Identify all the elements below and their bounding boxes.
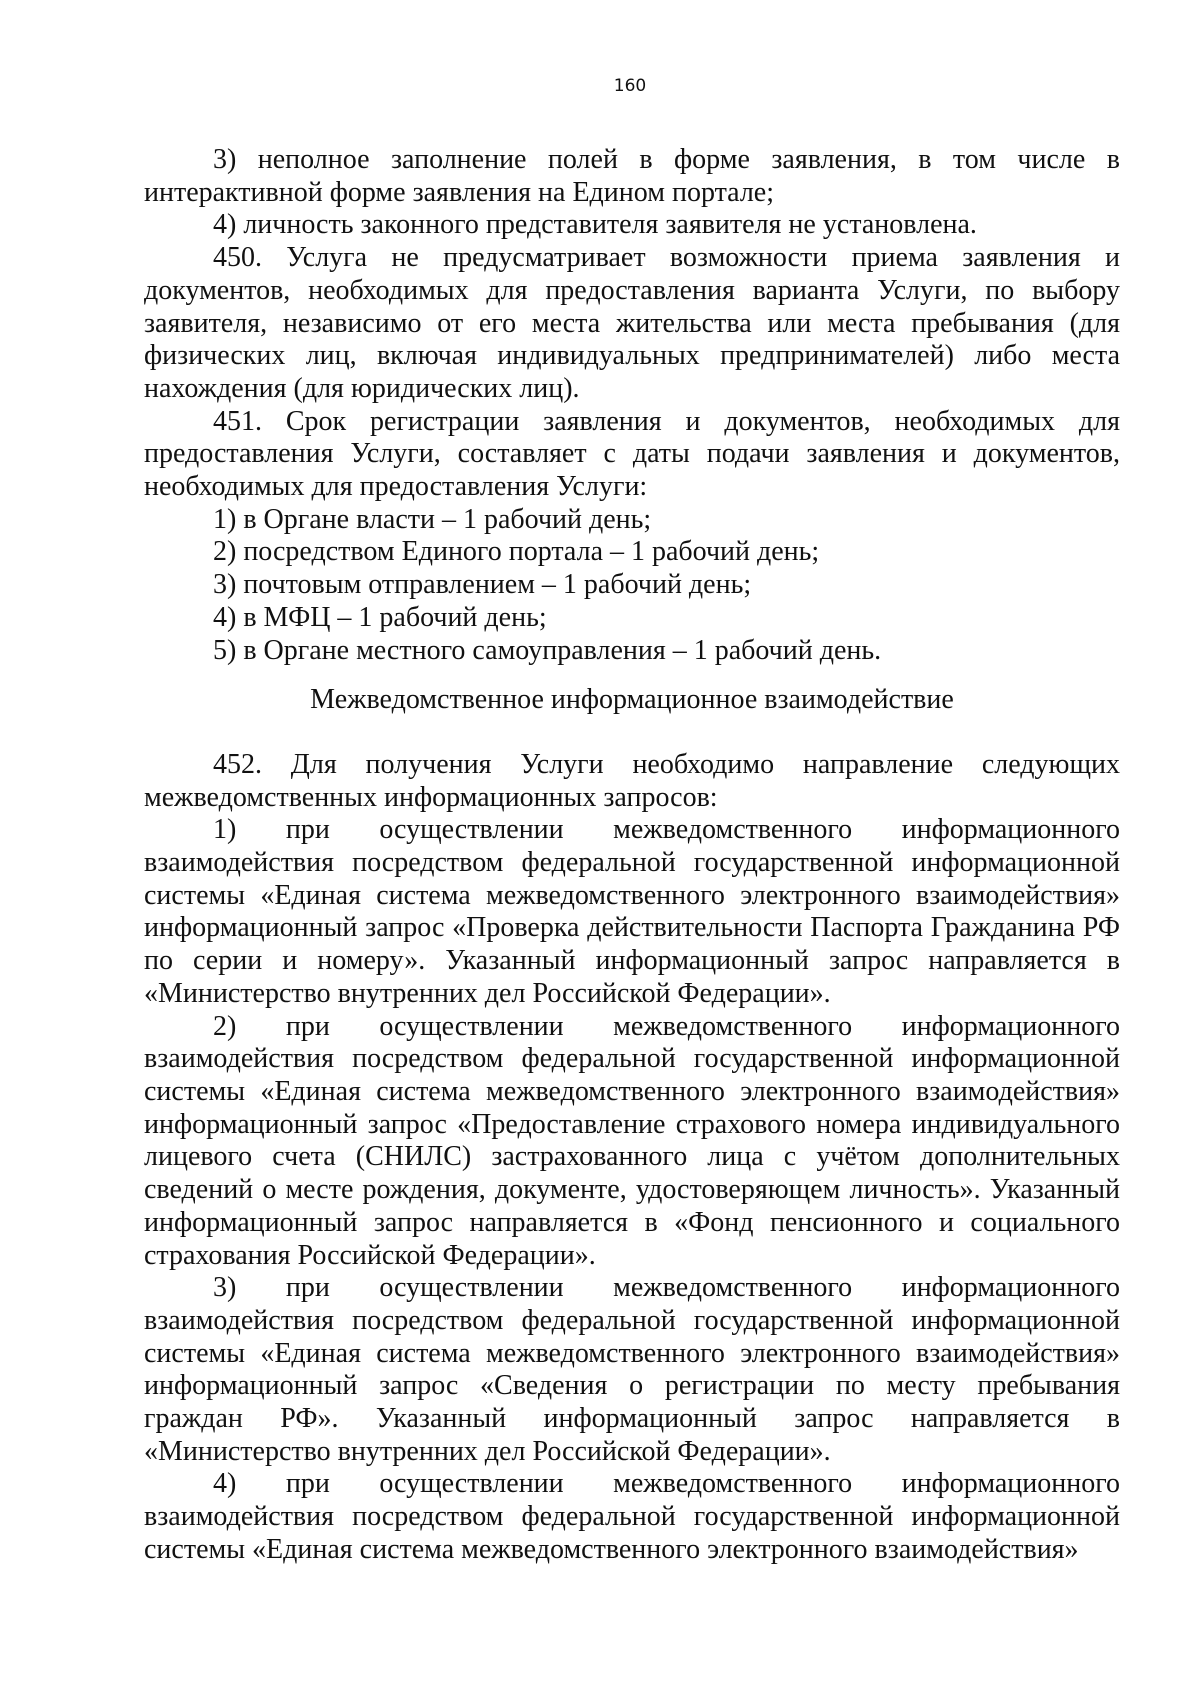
list-item-mfc: 4) в МФЦ – 1 рабочий день; [213, 601, 547, 633]
page-number: 160 [613, 76, 647, 96]
document-body [144, 144, 1120, 1567]
list-item-postal: 3) почтовым отправлением – 1 рабочий день; [213, 569, 752, 601]
list-item-representative-identity: 4) личность законного представителя заявителя не установлена. [213, 209, 977, 241]
request-item-snils: 2) при осуществлении межведомственного информационного взаимодействия посредством федеральной государственной информационной системы «Единая система межведомственного электронного взаимодействия» информационный запрос «Предоставление страхового номера индивидуального лицевого счета (СНИЛС) застрахованного лица с учётом дополнительных сведений о месте рождения, документе, удостоверяющем личность». Указанный информационный запрос направляется в «Фонд пенсионного и социального страхования Российской Федерации». [144, 1010, 1120, 1271]
list-item-incomplete-fields: 3) неполное заполнение полей в форме заявления, в том числе в интерактивной форме заявления на Едином портале; [144, 144, 1120, 208]
list-item-authority: 1) в Органе власти – 1 рабочий день; [213, 503, 652, 535]
request-item-passport: 1) при осуществлении межведомственного информационного взаимодействия посредством федеральной государственной информационной системы «Единая система межведомственного электронного взаимодействия» информационный запрос «Проверка действительности Паспорта Гражданина РФ по серии и номеру». Указанный информационный запрос направляется в «Министерство внутренних дел Российской Федерации». [144, 814, 1120, 1009]
section-heading: Межведомственное информационное взаимодействие [310, 684, 954, 716]
list-item-local-government: 5) в Органе местного самоуправления – 1 рабочий день. [213, 634, 882, 666]
list-item-unified-portal: 2) посредством Единого портала – 1 рабочий день; [213, 536, 820, 568]
request-item-fourth: 4) при осуществлении межведомственного информационного взаимодействия посредством федеральной государственной информационной системы «Единая система межведомственного электронного взаимодействия» [144, 1468, 1120, 1565]
clause-451: 451. Срок регистрации заявления и документов, необходимых для предоставления Услуги, составляет с даты подачи заявления и документов, необходимых для предоставления Услуги: [144, 405, 1120, 503]
request-item-registration: 3) при осуществлении межведомственного информационного взаимодействия посредством федеральной государственной информационной системы «Единая система межведомственного электронного взаимодействия» информационный запрос «Сведения о регистрации по месту пребывания граждан РФ». Указанный информационный запрос направляется в «Министерство внутренних дел Российской Федерации». [144, 1272, 1120, 1467]
clause-450: 450. Услуга не предусматривает возможности приема заявления и документов, необходимых для предоставления варианта Услуги, по выбору заявителя, независимо от его места жительства или места пребывания (для физических лиц, включая индивидуальных предпринимателей) либо места нахождения (для юридических лиц). [144, 242, 1120, 404]
clause-452: 452. Для получения Услуги необходимо направление следующих межведомственных информационных запросов: [144, 748, 1120, 813]
